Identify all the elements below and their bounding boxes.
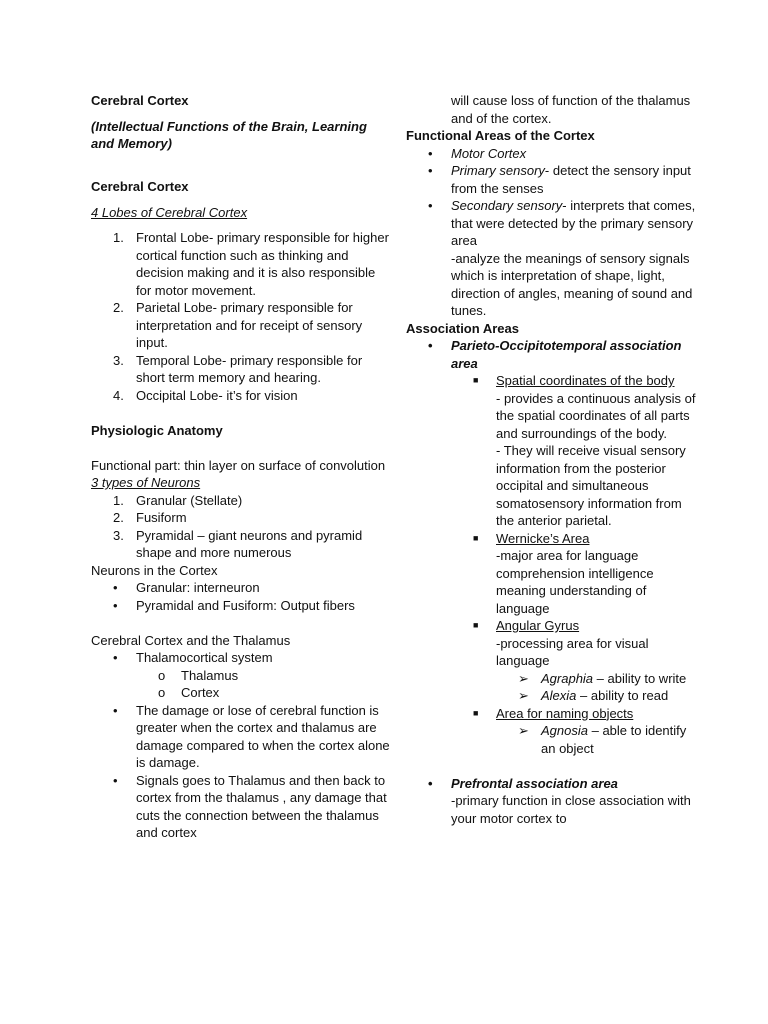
subtitle: (Intellectual Functions of the Brain, Learning and Memory): [91, 118, 367, 151]
list-item: ■ Spatial coordinates of the body - provides a continuous analysis of the spatial coordinates of all parts and surroundings of the body. - They will receive visual sensory information from the posterior occipital and simultaneous somatosensory information from the anterior parietal.: [473, 373, 696, 528]
bullet-icon: •: [113, 702, 118, 718]
list-item: • Secondary sensory- interprets that comes, that were detected by the primary sensory area -analyze the meanings of sensory signals which is interpretation of shape, light, direction of angles, meaning of sound and tunes.: [428, 198, 696, 318]
square-bullet-icon: ■: [473, 375, 479, 385]
bullet-icon: •: [113, 597, 118, 613]
list-item: • The damage or lose of cerebral function is greater when the cortex and thalamus are damage compared to when the cortex alone is damage.: [113, 702, 390, 770]
arrow-bullet-icon: ➢: [518, 670, 529, 686]
parieto-sub-list: [473, 372, 696, 757]
list-item: • Parieto-Occipitotemporal association area: [428, 338, 682, 371]
bullet-icon: •: [428, 145, 433, 161]
list-item: ■ Area for naming objects ➢ Agnosia – able to identify an object: [473, 705, 696, 758]
lobes-list: [113, 229, 391, 404]
neurons-in-cortex-label: Neurons in the Cortex: [91, 562, 218, 578]
list-item: • Pyramidal and Fusiform: Output fibers: [113, 597, 355, 613]
neuron-types-heading: 3 types of Neurons: [91, 475, 201, 490]
list-item: 2. Parietal Lobe- primary responsible for interpretation and for receipt of sensory input.: [113, 300, 363, 350]
list-item: • Granular: interneuron: [113, 580, 260, 595]
list-item: • Primary sensory- detect the sensory input from the senses: [428, 163, 691, 196]
list-item: • Prefrontal association area -primary function in close association with your motor cortex to: [428, 775, 691, 826]
bullet-icon: •: [113, 580, 118, 595]
list-item: ➢ Agnosia – able to identify an object: [518, 723, 687, 756]
continued-text: will cause loss of function of the thalamus and of the cortex.: [451, 93, 691, 126]
functional-part-text: Functional part: thin layer on surface of convolution: [91, 457, 386, 473]
bullet-icon: •: [113, 650, 118, 665]
functional-areas-list: [428, 145, 696, 320]
neuron-types-list: [113, 492, 391, 562]
list-number: 2.: [113, 300, 124, 315]
list-item: ➢ Alexia – ability to read: [518, 688, 669, 703]
bullet-icon: •: [428, 338, 433, 353]
bullet-icon: •: [428, 198, 433, 213]
list-item: • Motor Cortex: [428, 145, 527, 161]
bullet-icon: •: [428, 775, 433, 791]
list-item: o Cortex: [158, 685, 220, 700]
list-item: o Thalamus: [158, 667, 239, 683]
physiologic-heading: Physiologic Anatomy: [91, 422, 223, 438]
sub-list: [158, 667, 391, 702]
list-item: • Thalamocortical system: [113, 650, 273, 665]
functional-areas-heading: Functional Areas of the Cortex: [406, 128, 595, 143]
thalamus-bullets: [113, 649, 391, 842]
list-item: ➢ Agraphia – ability to write: [518, 670, 687, 686]
left-column: [91, 92, 391, 842]
page-title: Cerebral Cortex: [91, 93, 189, 108]
lobes-heading: 4 Lobes of Cerebral Cortex: [91, 204, 248, 220]
neuron-bullets: [113, 579, 391, 614]
right-column: [406, 92, 696, 827]
circle-bullet-icon: o: [158, 667, 166, 683]
naming-sub-list: [518, 722, 696, 757]
list-number: 1.: [113, 492, 124, 508]
circle-bullet-icon: o: [158, 685, 166, 700]
bullet-icon: •: [113, 772, 118, 788]
square-bullet-icon: ■: [473, 707, 479, 718]
list-item: 1. Frontal Lobe- primary responsible for higher cortical function such as thinking and decision making and it is also responsible for motor movement.: [113, 230, 389, 298]
bullet-icon: •: [428, 163, 433, 178]
list-number: 3.: [113, 527, 124, 543]
square-bullet-icon: ■: [473, 620, 479, 630]
list-item: 1. Granular (Stellate): [113, 492, 243, 508]
list-item: 3. Temporal Lobe- primary responsible for short term memory and hearing.: [113, 352, 363, 385]
list-item: ■ Wernicke’s Area -major area for language comprehension intelligence meaning understanding of language: [473, 530, 654, 616]
list-item: 3. Pyramidal – giant neurons and pyramid shape and more numerous: [113, 527, 363, 560]
list-item: • Signals goes to Thalamus and then back to cortex from the thalamus , any damage that cuts the connection between the thalamus and cortex: [113, 772, 387, 840]
association-heading: Association Areas: [406, 320, 519, 336]
list-number: 1.: [113, 230, 124, 245]
square-bullet-icon: ■: [473, 532, 479, 543]
angular-sub-list: [518, 670, 696, 705]
thalamus-heading: Cerebral Cortex and the Thalamus: [91, 632, 291, 648]
arrow-bullet-icon: ➢: [518, 723, 529, 738]
section-heading-cortex: Cerebral Cortex: [91, 179, 189, 194]
arrow-bullet-icon: ➢: [518, 688, 529, 703]
list-number: 2.: [113, 510, 124, 525]
list-item: 4. Occipital Lobe- it’s for vision: [113, 387, 298, 403]
list-number: 3.: [113, 352, 124, 368]
list-item: 2. Fusiform: [113, 510, 187, 525]
association-list: [428, 337, 696, 827]
list-item: ■ Angular Gyrus -processing area for visual language ➢ Agraphia – ability to write ➢ Alexia – ability to read: [473, 617, 696, 705]
list-number: 4.: [113, 387, 124, 403]
